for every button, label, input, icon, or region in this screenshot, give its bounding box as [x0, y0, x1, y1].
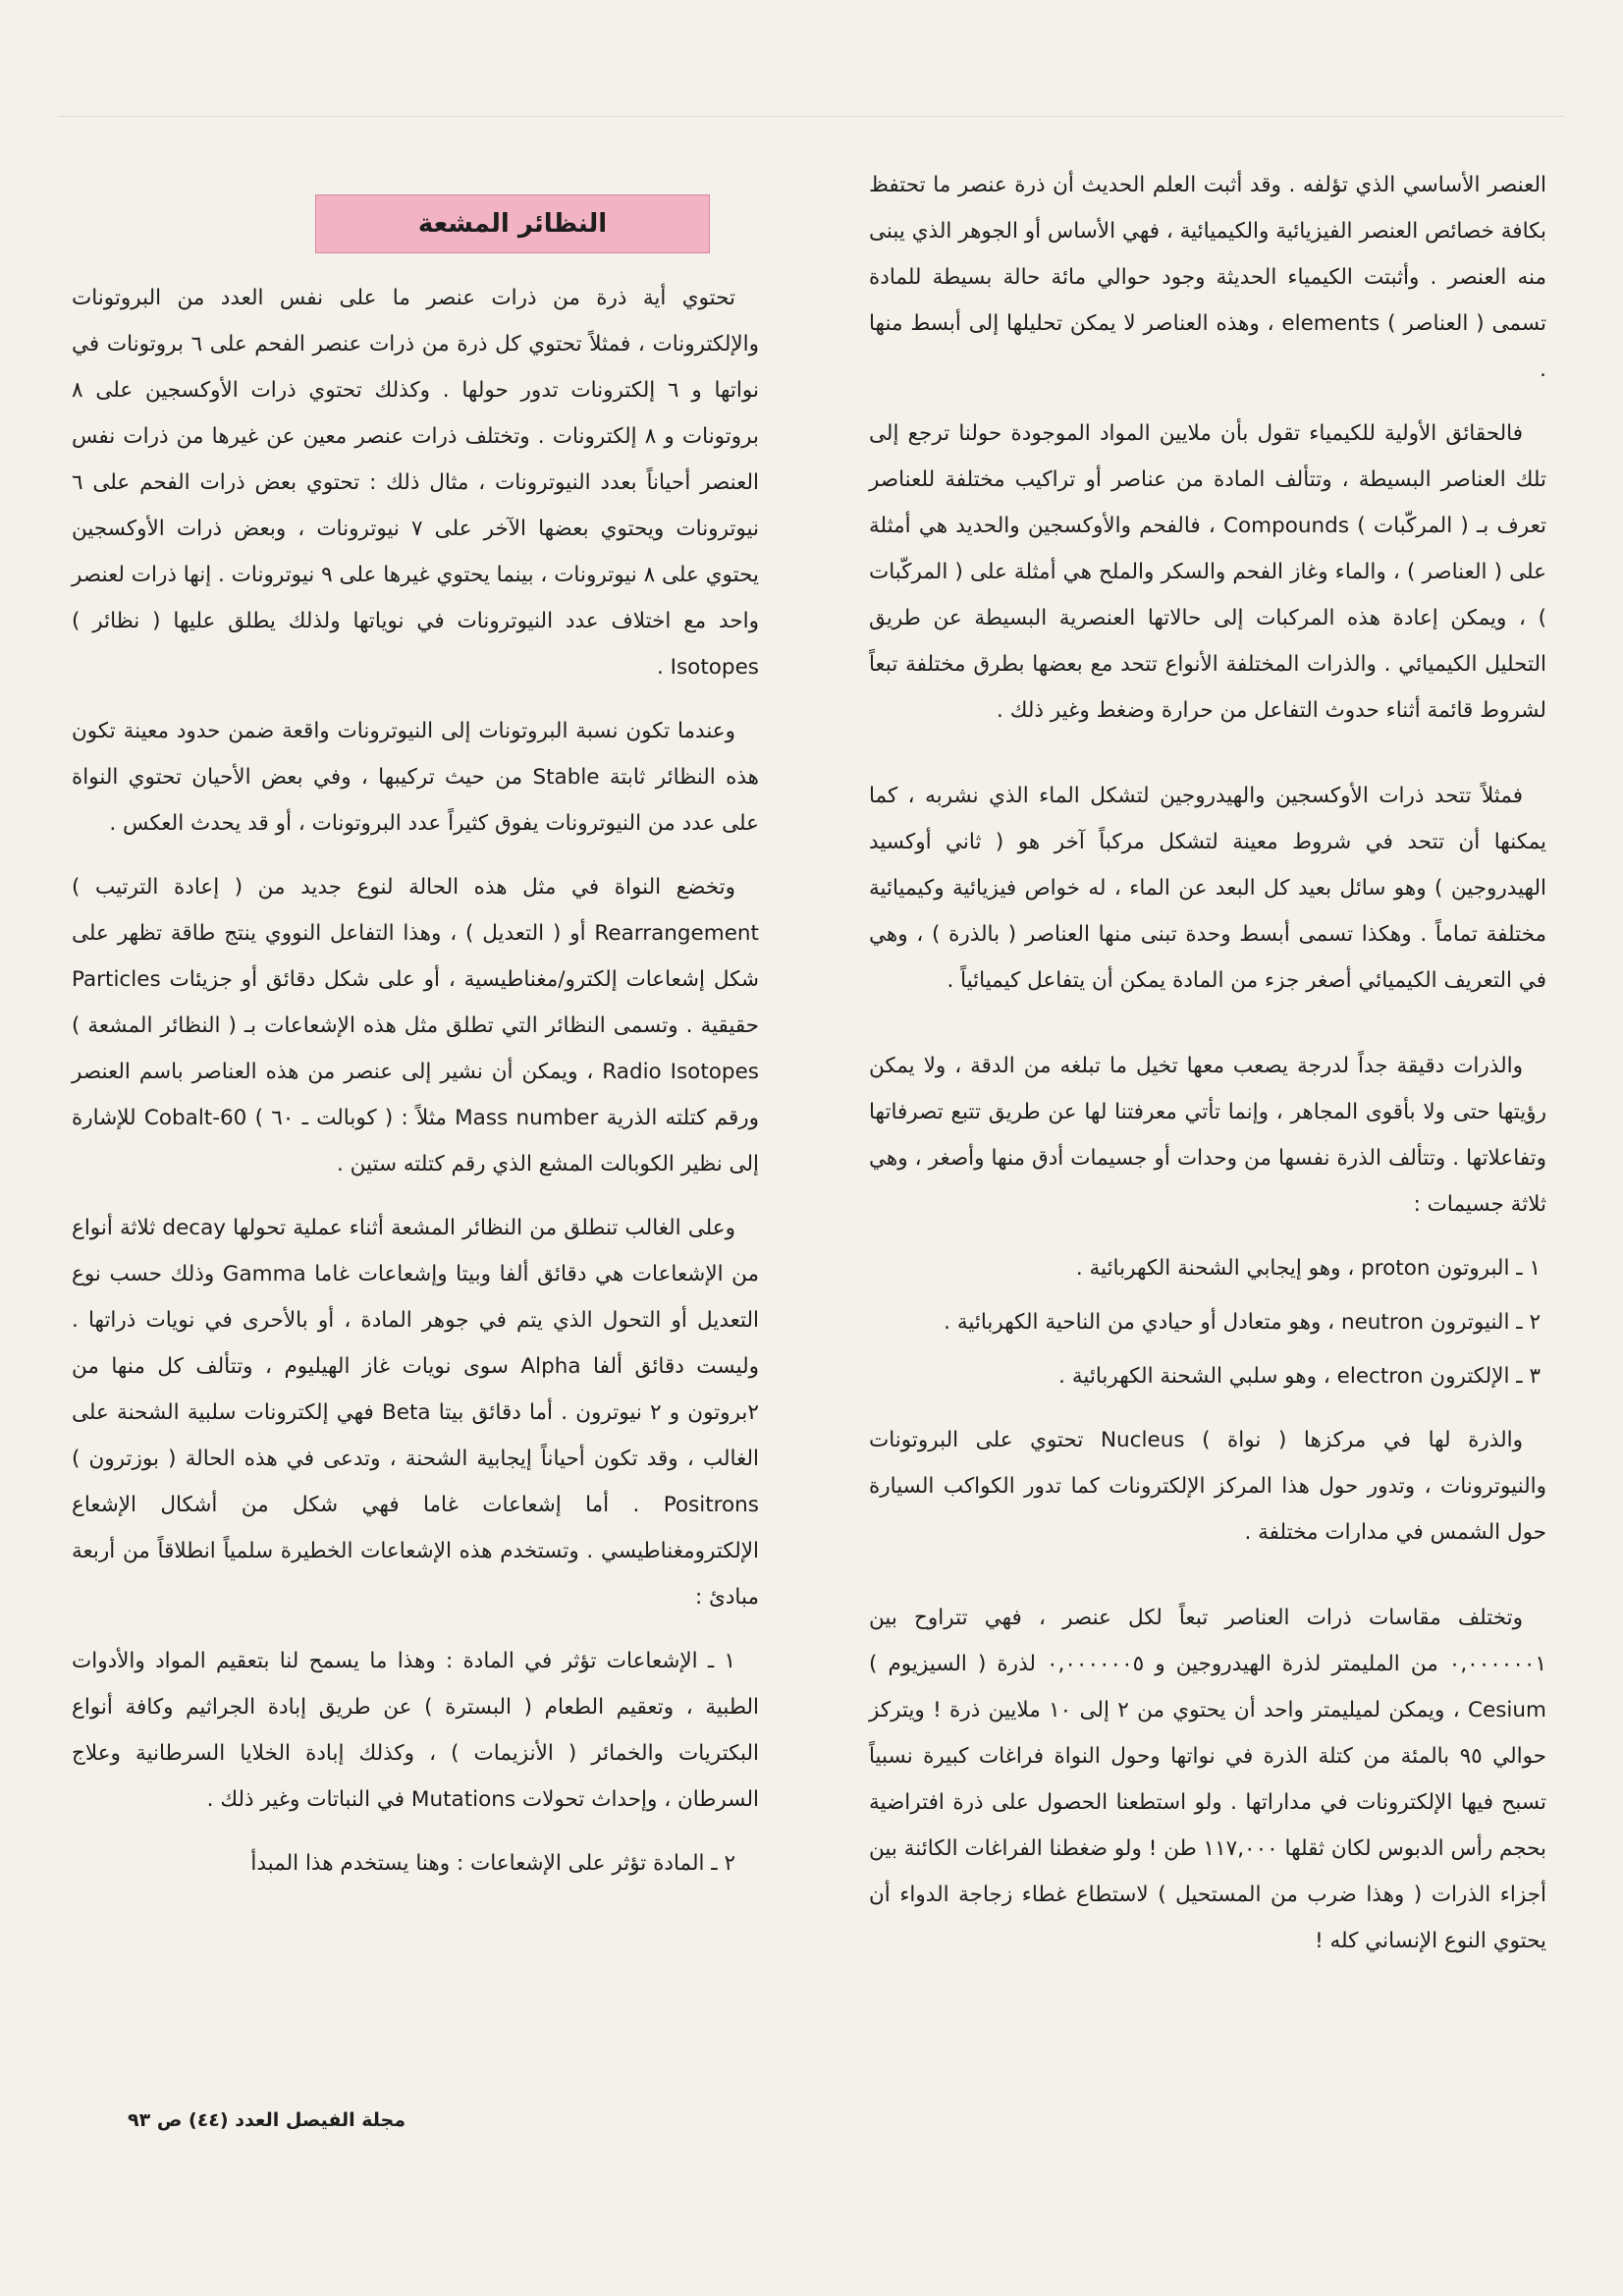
paragraph: تحتوي أية ذرة من ذرات عنصر ما على نفس العدد من البروتونات والإلكترونات ، فمثلاً تحتوي كل ذرة من ذرات عنصر الفحم على ٦ بروتونات في نواتها و ٦ إلكترونات تدور حولها . وكذلك تحتوي ذرات الأوكسجين على ٨ بروتونات و ٨ إلكترونات . وتختلف ذرات عنصر معين عن غيرها من ذرات نفس العنصر أحياناً بعدد النيوترونات ، مثال ذلك : تحتوي بعض ذرات الفحم على ٦ نيوترونات ويحتوي بعضها الآخر على ٧ نيوترونات ، وبعض ذرات الأوكسجين يحتوي على ٨ نيوترونات ، بينما يحتوي غيرها على ٩ نيوترونات . إنها ذرات لعنصر واحد مع اختلاف عدد النيوترونات في نوياتها ولذلك يطلق عليها ( نظائر ) Isotopes .	[72, 286, 760, 680]
paragraph: فالحقائق الأولية للكيمياء تقول بأن ملايين المواد الموجودة حولنا ترجع إلى تلك العناصر البسيطة ، وتتألف المادة من عناصر أو تراكيب مختلفة للعناصر تعرف بـ ( المركّبات ) Compounds ، فالفحم والأوكسجين والحديد هي أمثلة على ( العناصر ) ، والماء وغاز الفحم والسكر والملح هي أمثلة على ( المركّبات ) ، ويمكن إعادة هذه المركبات إلى حالاتها العنصرية البسيطة عن طريق التحليل الكيميائي . والذرات المختلفة الأنواع تتحد مع بعضها بطرق مختلفة تبعاً لشروط قائمة أثناء حدوث التفاعل من حرارة وضغط وغير ذلك .	[869, 421, 1546, 723]
section-title-box: النظائر المشعة	[315, 194, 710, 253]
paragraph: فمثلاً تتحد ذرات الأوكسجين والهيدروجين لتشكل الماء الذي نشربه ، كما يمكنها أن تتحد في شروط معينة لتشكل مركباً آخر هو ( ثاني أوكسيد الهيدروجين ) وهو سائل بعيد كل البعد عن الماء ، له خواص فيزيائية وكيميائية مختلفة تماماً . وهكذا تسمى أبسط وحدة تبنى منها العناصر ( بالذرة ) ، وهي في التعريف الكيميائي أصغر جزء من المادة يمكن أن يتفاعل كيميائياً .	[869, 784, 1546, 993]
paragraph: وعلى الغالب تنطلق من النظائر المشعة أثناء عملية تحولها decay ثلاثة أنواع من الإشعاعات هي دقائق ألفا وبيتا وإشعاعات غاما Gamma وذلك حسب نوع التعديل أو التحول الذي يتم في جوهر المادة ، أو بالأحرى في نويات ذراتها . وليست دقائق ألفا Alpha سوى نويات غاز الهيليوم ، وتتألف كل منها من ٢بروتون و ٢ نيوترون . أما دقائق بيتا Beta فهي إلكترونات سلبية الشحنة على الغالب ، وقد تكون أحياناً إيجابية الشحنة ، وتدعى في هذه الحالة ( بوزترون ) Positrons . أما إشعاعات غاما فهي شكل من أشكال الإشعاع الإلكترومغناطيسي . وتستخدم هذه الإشعاعات الخطيرة سلمياً انطلاقاً من أربعة مبادئ :	[72, 1216, 760, 1610]
particle-list	[869, 1245, 1546, 1399]
right-column	[869, 162, 1546, 1982]
top-rule	[59, 116, 1564, 117]
list-item: ١ ـ البروتون proton ، وهو إيجابي الشحنة الكهربائية .	[1075, 1256, 1541, 1281]
paragraph: وعندما تكون نسبة البروتونات إلى النيوترونات واقعة ضمن حدود معينة تكون هذه النظائر ثابتة Stable من حيث تركيبها ، وفي بعض الأحيان تحتوي النواة على عدد من النيوترونات يفوق كثيراً عدد البروتونات ، أو قد يحدث العكس .	[72, 719, 759, 836]
paragraph: وتختلف مقاسات ذرات العناصر تبعاً لكل عنصر ، فهي تتراوح بين ٠,٠٠٠٠٠٠١ من المليمتر لذرة الهيدروجين و ٠,٠٠٠٠٠٠٥ لذرة ( السيزيوم ) Cesium ، ويمكن لميليمتر واحد أن يحتوي من ٢ إلى ١٠ ملايين ذرة ! ويتركز حوالي ٩٥ بالمئة من كتلة الذرة في نواتها وحول النواة فراغات كبيرة نسبياً تسبح فيها الإلكترونات في مداراتها . ولو استطعنا الحصول على ذرة افتراضية بحجم رأس الدبوس لكان ثقلها ١١٧,٠٠٠ طن ! ولو ضغطنا الفراغات الكائنة بين أجزاء الذرات ( وهذا ضرب من المستحيل ) لاستطاع غطاء زجاجة الدواء أن يحتوي النوع الإنساني كله !	[869, 1606, 1546, 1953]
paragraph: العنصر الأساسي الذي تؤلفه . وقد أثبت العلم الحديث أن ذرة عنصر ما تحتفظ بكافة خصائص العنصر الفيزيائية والكيميائية ، فهي الأساس أو الجوهر الذي يبنى منه العنصر . وأثبتت الكيمياء الحديثة وجود حوالي مائة حالة بسيطة للمادة تسمى ( العناصر ) elements ، وهذه العناصر لا يمكن تحليلها إلى أبسط منها .	[869, 173, 1546, 382]
paragraph: والذرة لها في مركزها ( نواة ) Nucleus تحتوي على البروتونات والنيوترونات ، وتدور حول هذا المركز الإلكترونات كما تدور الكواكب السيارة حول الشمس في مدارات مختلفة .	[869, 1428, 1546, 1545]
left-column	[72, 275, 759, 1904]
paragraph: ١ ـ الإشعاعات تؤثر في المادة : وهذا ما يسمح لنا بتعقيم المواد والأدوات الطبية ، وتعقيم الطعام ( البسترة ) عن طريق إبادة الجراثيم وكافة أنواع البكتريات والخمائر ( الأنزيمات ) ، وكذلك إبادة الخلايا السرطانية وعلاج السرطان ، وإحداث تحولات Mutations في النباتات وغير ذلك .	[72, 1649, 759, 1812]
list-item: ٢ ـ النيوترون neutron ، وهو متعادل أو حيادي من الناحية الكهربائية .	[944, 1310, 1541, 1335]
list-item: ٣ ـ الإلكترون electron ، وهو سلبي الشحنة الكهربائية .	[1058, 1364, 1541, 1389]
paragraph: والذرات دقيقة جداً لدرجة يصعب معها تخيل ما تبلغه من الدقة ، ولا يمكن رؤيتها حتى ولا بأقوى المجاهر ، وإنما تأتي معرفتنا لها عن طريق تتبع تصرفاتها وتفاعلاتها . وتتألف الذرة نفسها من وحدات أو جسيمات أدق منها وأصغر ، وهي ثلاثة جسيمات :	[869, 1054, 1546, 1217]
paragraph: ٢ ـ المادة تؤثر على الإشعاعات : وهنا يستخدم هذا المبدأ	[250, 1851, 735, 1876]
paragraph: وتخضع النواة في مثل هذه الحالة لنوع جديد من ( إعادة الترتيب ) Rearrangement أو ( التعديل ) ، وهذا التفاعل النووي ينتج طاقة تظهر على شكل إشعاعات إلكترو/مغناطيسية ، أو على شكل دقائق أو جزيئات Particles حقيقية . وتسمى النظائر التي تطلق مثل هذه الإشعاعات بـ ( النظائر المشعة ) Radio Isotopes ، ويمكن أن نشير إلى عنصر من هذه العناصر باسم العنصر ورقم كتلته الذرية Mass number مثلاً : ( كوبالت ـ ٦٠ ) Cobalt-60 للإشارة إلى نظير الكوبالت المشع الذي رقم كتلته ستين .	[72, 875, 760, 1176]
page-footer: مجلة الفيصل العدد (٤٤) ص ٩٣	[128, 2109, 406, 2131]
